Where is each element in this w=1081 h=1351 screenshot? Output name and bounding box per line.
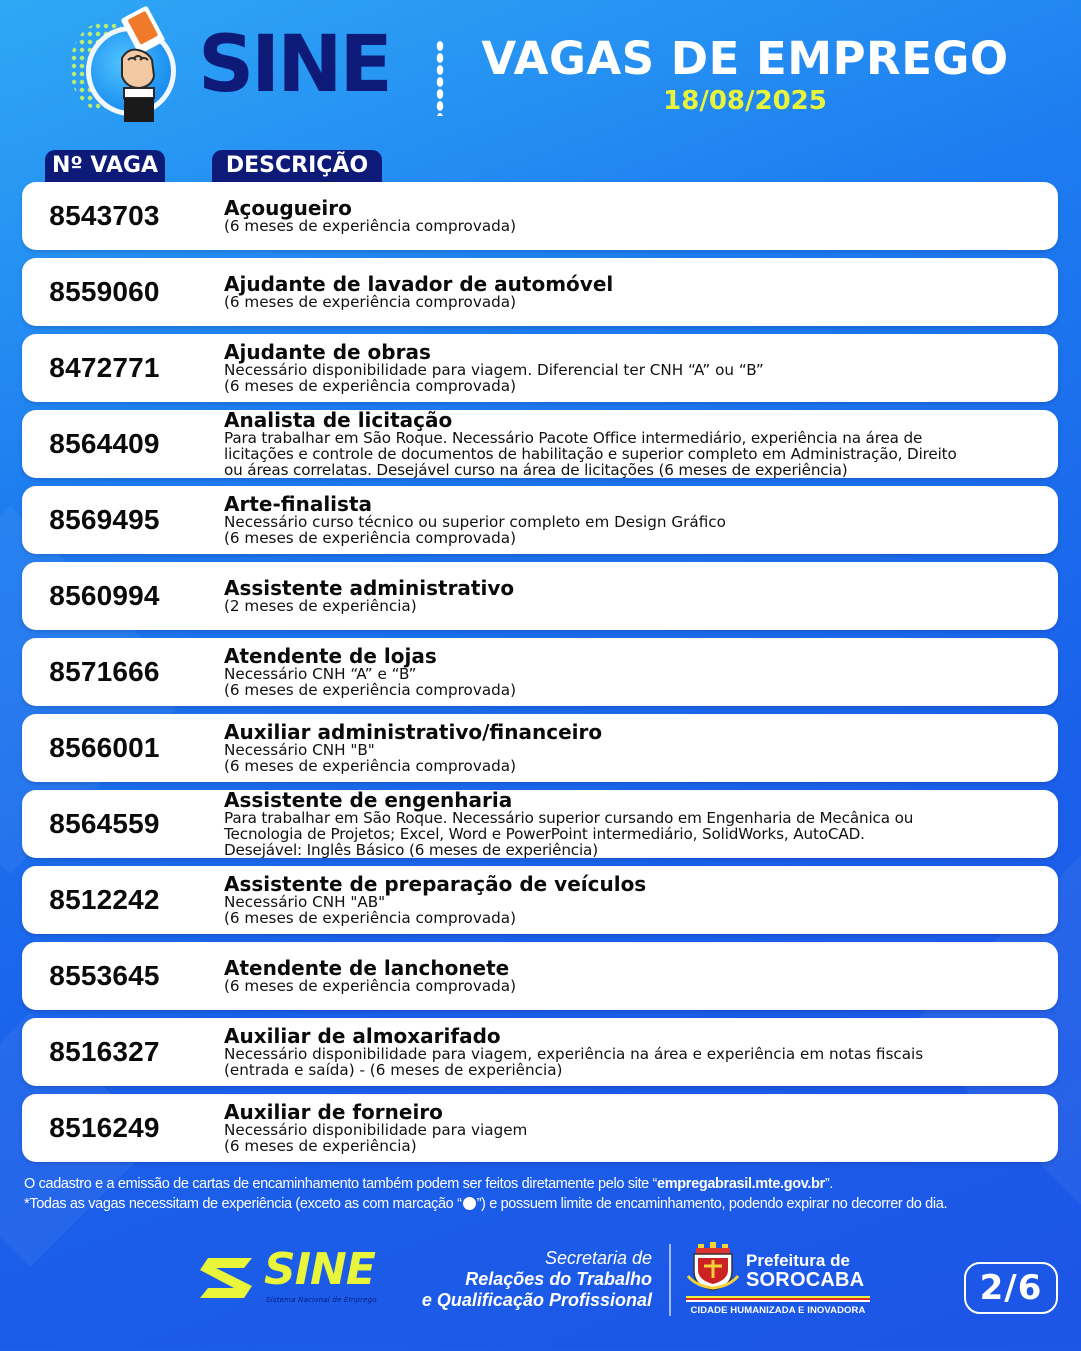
page-indicator: 2/6 (964, 1262, 1058, 1314)
job-description (224, 334, 1054, 402)
no-experience-marker-icon (463, 1197, 476, 1210)
job-title: Assistente administrativo (224, 576, 515, 600)
job-row (22, 407, 1058, 479)
job-row (22, 334, 1058, 402)
secretaria-line2: Relações do Trabalho (465, 1269, 652, 1289)
column-header-description: DESCRIÇÃO (212, 150, 382, 182)
job-number: 8564559 (49, 808, 160, 839)
job-number: 8516249 (49, 1112, 160, 1143)
job-number: 8512242 (49, 884, 160, 915)
footer-sine-wordmark: SINE (264, 1244, 375, 1295)
footnote-text: ”) e possuem limite de encaminhamento, podendo expirar no decorrer do dia. (476, 1196, 948, 1212)
job-row (22, 714, 1058, 782)
job-description (224, 1018, 1054, 1086)
column-header-number: Nº VAGA (45, 150, 165, 182)
hand-holding-card-icon (106, 6, 170, 124)
secretaria-line3: e Qualificação Profissional (421, 1290, 652, 1310)
job-number: 8566001 (49, 732, 160, 763)
job-title: Auxiliar de almoxarifado (224, 1024, 501, 1048)
job-title: Auxiliar de forneiro (224, 1100, 443, 1124)
header-dotted-separator (436, 40, 444, 116)
job-number: 8543703 (49, 200, 160, 231)
job-row (22, 638, 1058, 706)
job-title: Açougueiro (224, 196, 352, 220)
job-title: Ajudante de obras (224, 340, 431, 364)
job-number: 8560994 (49, 580, 160, 611)
job-detail: Necessário curso técnico ou superior completo em Design Gráfico (6 meses de experiência comprovada) (224, 513, 726, 547)
job-title: Analista de licitação (224, 407, 453, 432)
sine-brand-title: SINE (198, 20, 390, 110)
job-number: 8569495 (49, 504, 160, 535)
job-detail: Necessário CNH "B" (6 meses de experiência comprovada) (224, 741, 516, 775)
footnote-text: O cadastro e a emissão de cartas de encaminhamento também podem ser feitos diretamente pelo site “ (24, 1176, 658, 1192)
job-description (224, 866, 1054, 934)
job-detail: Necessário disponibilidade para viagem, experiência na área e experiência em notas fiscais (entrada e saída) - (6 meses de experiência) (224, 1045, 924, 1079)
footnotes (24, 1174, 1064, 1214)
job-description (224, 942, 1054, 1010)
footnote-website (24, 1174, 1064, 1194)
job-detail: (6 meses de experiência comprovada) (224, 293, 516, 311)
job-detail: Necessário disponibilidade para viagem (6 meses de experiência) (224, 1121, 528, 1155)
job-row (22, 866, 1058, 934)
prefeitura-tagline: CIDADE HUMANIZADA E INOVADORA (690, 1305, 866, 1316)
job-detail: Para trabalhar em São Roque. Necessário superior cursando em Engenharia de Mecânica ou Tecnologia de Projetos; Excel, Word e PowerPoint intermediário, SolidWorks, AutoCAD. Desejável: Inglês Básico (6 meses de experiência) (224, 808, 914, 859)
header (0, 0, 1081, 150)
job-number: 8564409 (49, 428, 160, 459)
job-detail: (6 meses de experiência comprovada) (224, 217, 516, 235)
footnote-experience (24, 1194, 1064, 1214)
job-description (224, 562, 1054, 630)
job-row (22, 258, 1058, 326)
job-title: Atendente de lojas (224, 644, 437, 668)
secretaria-line1: Secretaria de (544, 1248, 652, 1268)
job-description (224, 787, 1054, 859)
job-detail: Necessário disponibilidade para viagem. Diferencial ter CNH “A” ou “B” (6 meses de experiência comprovada) (224, 361, 764, 395)
job-row (22, 562, 1058, 630)
job-row (22, 182, 1058, 250)
sorocaba-coat-of-arms-icon (686, 1240, 740, 1292)
job-number: 8553645 (49, 960, 160, 991)
job-description (224, 714, 1054, 782)
website-link[interactable]: empregabrasil.mte.gov.br (657, 1176, 825, 1192)
job-number: 8559060 (49, 276, 160, 307)
prefeitura-city: SOROCABA (746, 1269, 865, 1291)
job-description (224, 486, 1054, 554)
prefeitura-label: Prefeitura de (746, 1251, 850, 1270)
job-detail: Necessário CNH "AB" (6 meses de experiência comprovada) (224, 893, 516, 927)
footnote-text: ”. (824, 1176, 834, 1192)
job-number: 8571666 (49, 656, 160, 687)
sine-footer-logo-icon (200, 1248, 260, 1306)
job-description (224, 1094, 1054, 1162)
prefeitura-color-stripes (686, 1296, 870, 1302)
job-description (224, 258, 1054, 326)
job-detail: Para trabalhar em São Roque. Necessário Pacote Office intermediário, experiência na área de licitações e controle de documentos de habilitação e superior completo em Administração, Direito ou áreas correlatas. Desejável curso na área de licitações (6 meses de experiência) (224, 428, 957, 479)
job-title: Arte-finalista (224, 492, 372, 516)
page-title: VAGAS DE EMPREGO (481, 32, 1009, 85)
job-title: Ajudante de lavador de automóvel (224, 272, 614, 296)
job-description (224, 182, 1054, 250)
job-title: Auxiliar administrativo/financeiro (224, 720, 603, 744)
job-number: 8472771 (49, 352, 160, 383)
footer-divider (669, 1244, 671, 1316)
job-number: 8516327 (49, 1036, 160, 1067)
secretaria-label (390, 1248, 652, 1311)
job-description (224, 407, 1054, 479)
job-detail: (6 meses de experiência comprovada) (224, 977, 516, 995)
job-row (22, 486, 1058, 554)
job-title: Assistente de preparação de veículos (224, 872, 647, 896)
job-detail: (2 meses de experiência) (224, 597, 417, 615)
job-title: Assistente de engenharia (224, 787, 513, 812)
job-detail: Necessário CNH “A” e “B” (6 meses de experiência comprovada) (224, 665, 516, 699)
page-date: 18/08/2025 (663, 86, 827, 116)
job-title: Atendente de lanchonete (224, 956, 510, 980)
job-row (22, 1094, 1058, 1162)
job-description (224, 638, 1054, 706)
job-row (22, 942, 1058, 1010)
job-row (22, 787, 1058, 859)
job-row (22, 1018, 1058, 1086)
footnote-text: *Todas as vagas necessitam de experiência (exceto as com marcação “ (24, 1196, 462, 1212)
footer-sine-subtitle: Sistema Nacional de Emprego (266, 1296, 377, 1304)
